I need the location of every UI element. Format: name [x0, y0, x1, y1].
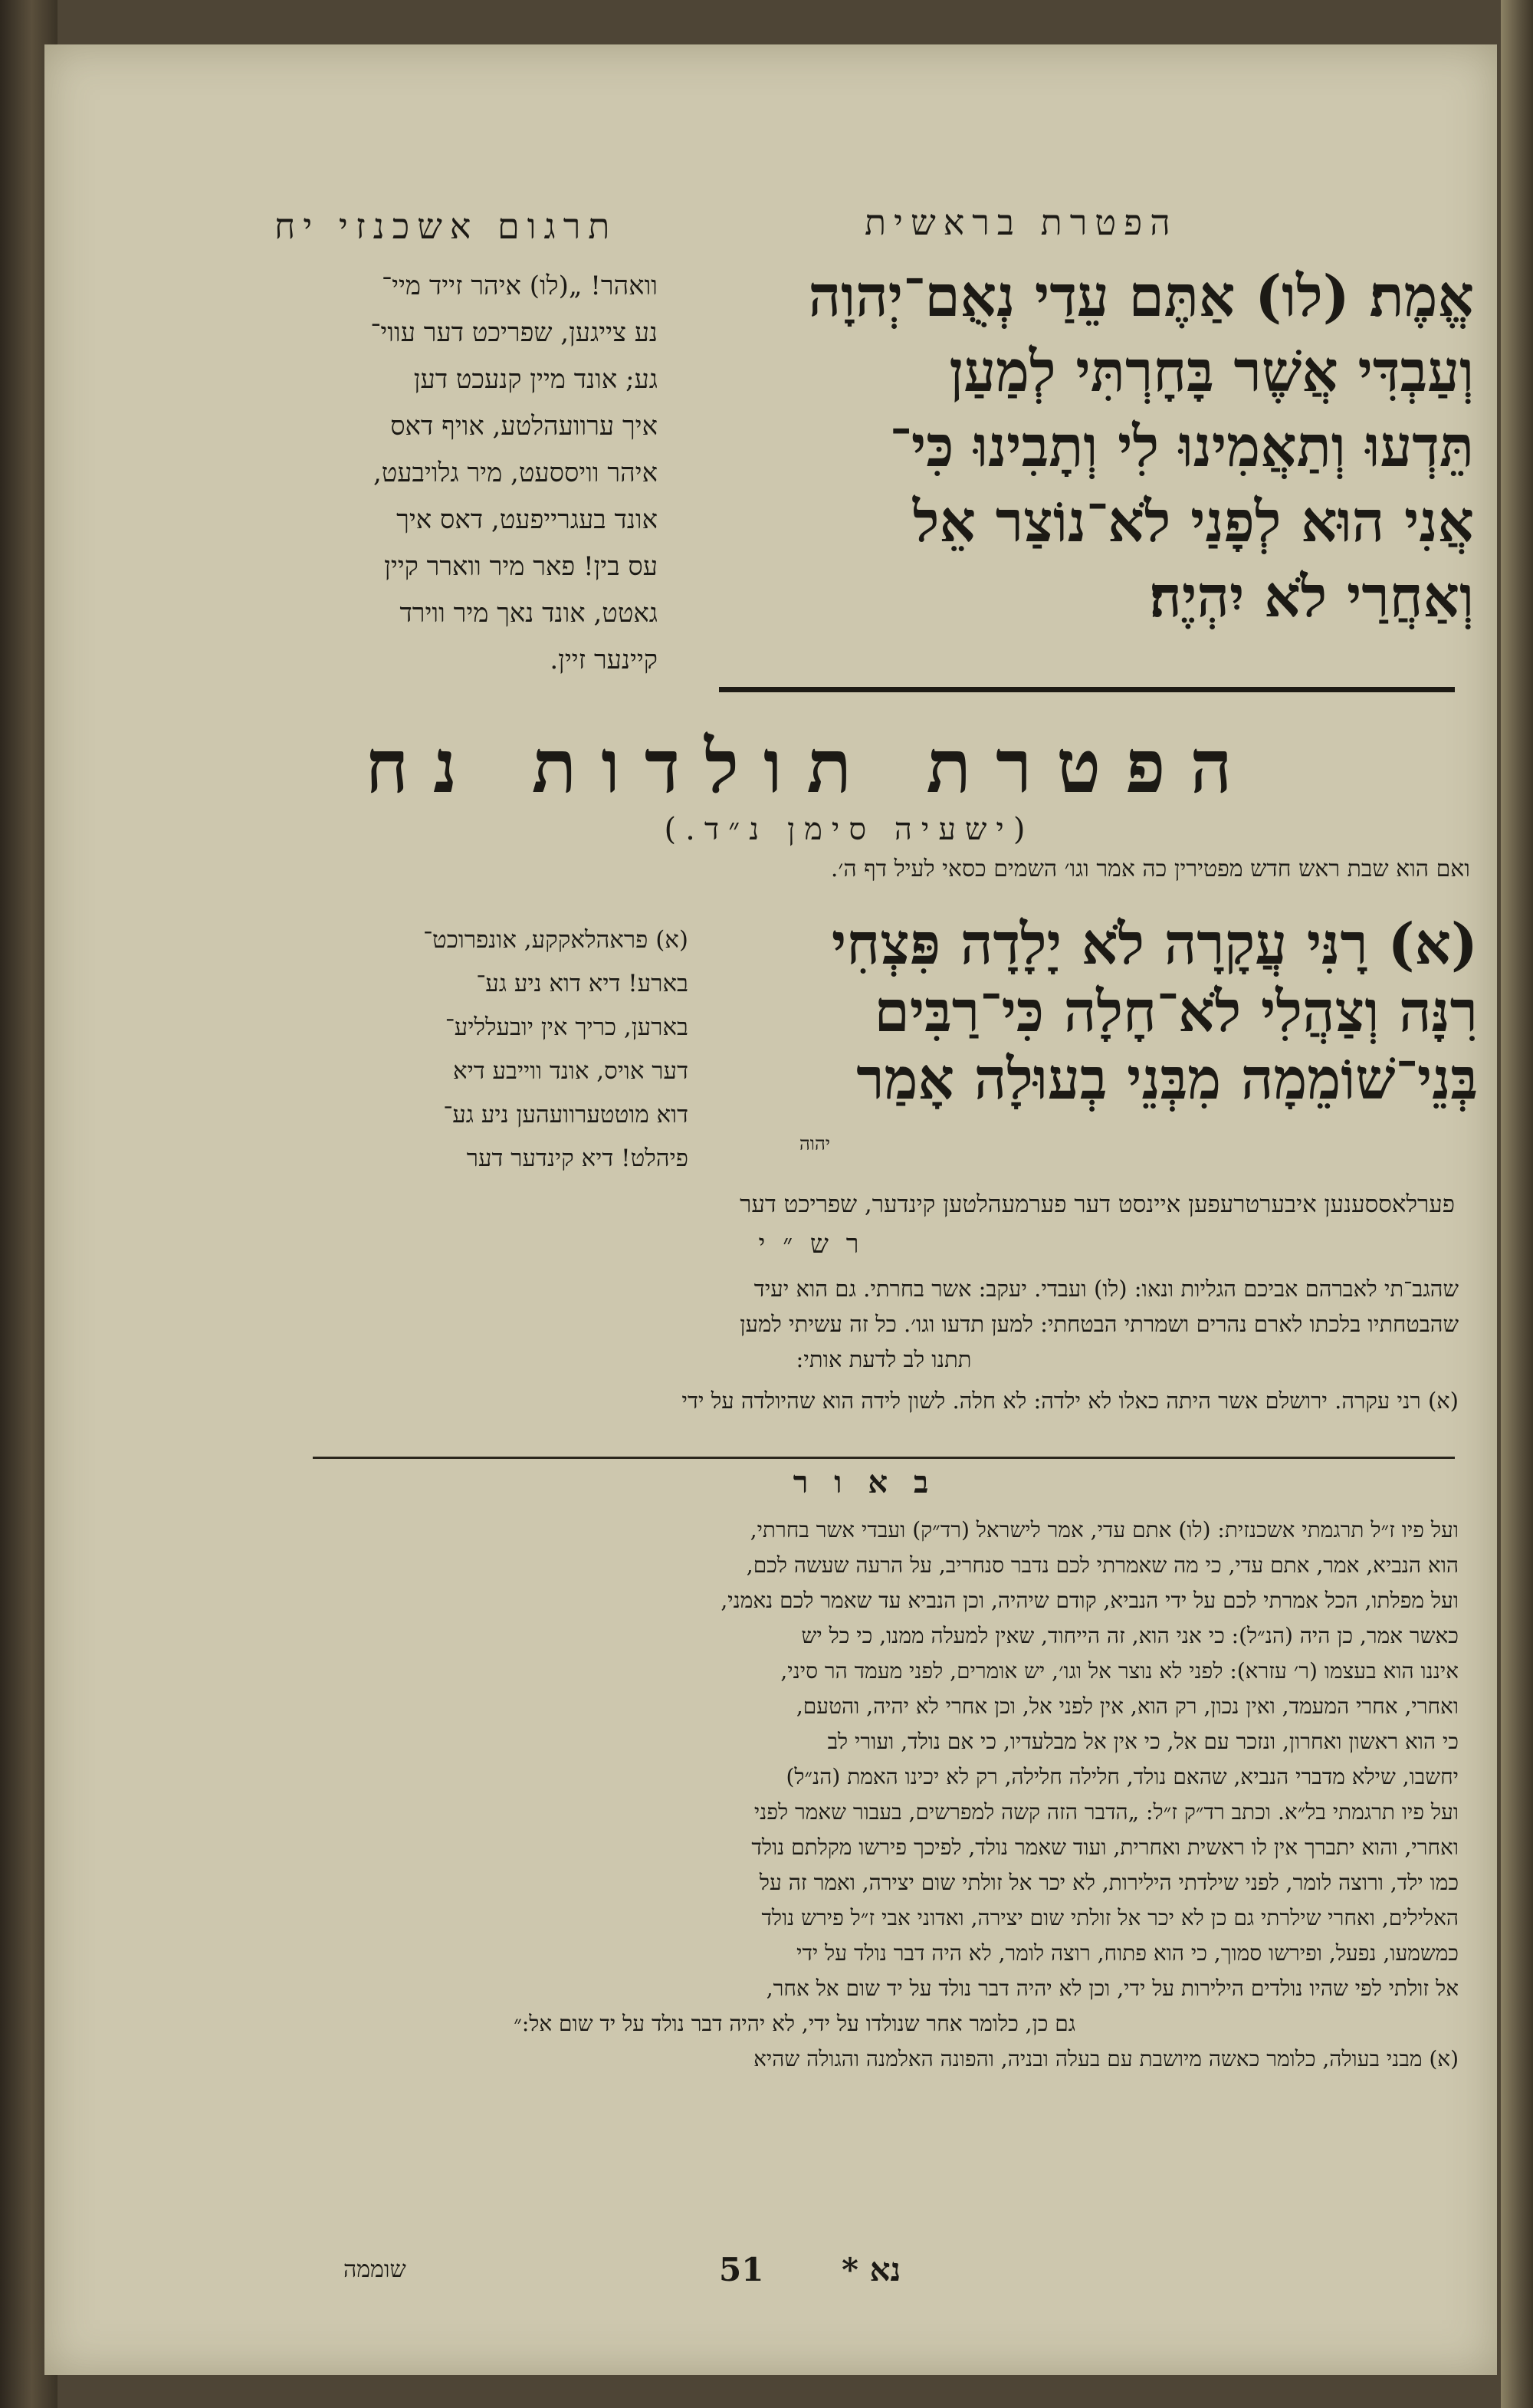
- verse-line: (א) רָנִּי עֲקָרָה לֹא יָלָדָה פִּצְחִי: [831, 912, 1478, 977]
- translation-line: עס בין! פאר מיר ווארר קיין: [384, 551, 658, 582]
- section-title: הפטרת תולדות נח: [365, 723, 1257, 810]
- translation-line: איהר וויססעט, מיר גלויבעט,: [373, 458, 658, 488]
- rashi-line: תתנו לב לדעת אותי:: [796, 1346, 972, 1372]
- biur-line: כי הוא ראשון ואחרון, ונזכר עם אל, כי אין אל מבלעדיו, כי אם נולד, ועורי לב: [827, 1729, 1459, 1754]
- biur-line: איננו הוא בעצמו (ר׳ עזרא): לפני לא נוצר אל וגו׳, יש אומרים, לפני מעמד הר סיני,: [780, 1658, 1459, 1684]
- header-haftarah: הפטרת בראשית: [865, 202, 1178, 243]
- section-divider: [719, 687, 1455, 692]
- biur-line: אל זולתי לפי שהיו נולדים הילירות על ידי, וכן לא יהיה דבר נולד על יד שום אל אחר,: [766, 1976, 1459, 2001]
- verse-line: בְּנֵי־שׁוֹמֵמָה מִבְּנֵי בְעוּלָה אָמַר: [856, 1046, 1478, 1112]
- book-page: [44, 44, 1497, 2375]
- section-subtitle: (ישעיה סימן נ״ד.): [664, 812, 1035, 847]
- rashi-line: שהבטחתיו בלכתו לארם נהרים ושמרתי הבטחתי: למען תדעו וגו׳. כל זה עשיתי למען: [740, 1311, 1459, 1337]
- biur-line: ועל פיו ז״ל תרגמתי אשכנזית: (לו) אתם עדי, אמר לישראל (רד״ק) ועבדי אשר בחרתי,: [750, 1517, 1459, 1542]
- translation-line: דוא מוטטערוועהען ניע גע־: [443, 1101, 688, 1128]
- reading-note: ואם הוא שבת ראש חדש מפטירין כה אמר וגו׳ השמים כסאי לעיל דף ה׳.: [830, 856, 1470, 882]
- biur-line: ואחרי, והוא יתברך אין לו ראשית ואחרית, ועוד שאמר נולד, לפיכך פירשו מקלתם נולד: [751, 1835, 1459, 1860]
- translation-column-1: [274, 263, 658, 684]
- biur-heading: ב א ו ר: [793, 1464, 937, 1500]
- translation-line: בארען, כריך אין יובעלליע־: [445, 1013, 688, 1041]
- translation-column-2: [305, 918, 688, 1181]
- translation-line: בארע! דיא דוא ניע גע־: [476, 970, 688, 997]
- translation-line: אונד בעגרייפעט, דאס איך: [396, 504, 658, 535]
- translation-line: נע צייגען, שפריכט דער עווי־: [370, 317, 658, 348]
- verse-line: אֲנִי הוּא לְפָנַי לֹא־נוֹצַר אֵל: [912, 489, 1474, 555]
- page-number: 51: [719, 2251, 764, 2288]
- biur-line: גם כן, כלומר אחר שנולדו על ידי, לא יהיה דבר נולד על יד שום אל:״: [514, 2011, 1075, 2036]
- verse-line: תֵּדְעוּ וְתַאֲמִינוּ לִי וְתָבִינוּ כִּי־: [889, 414, 1474, 480]
- biur-line: ועל פיו תרגמתי בל״א. וכתב רד״ק ז״ל: „הדבר הזה קשה למפרשים, בעבור שאמר לפני: [753, 1799, 1459, 1825]
- facing-page-edge: [1501, 0, 1533, 2408]
- biur-line: ועל מפלתו, הכל אמרתי לכם על ידי הנביא, קודם שיהיה, וכן הנביא עד שאמר לכם נאמני,: [721, 1588, 1459, 1613]
- biur-line: האלילים, ואחרי שילרתי גם כן לא יכר אל זולתי שום יצירה, ואדוני אבי ז״ל פירש נולד: [761, 1905, 1459, 1930]
- biur-line: כמו ילד, ורוצה לומר, לפני שילדתי הילירות, לא יכר אל זולתי שום יצירה, ואמר זה על: [759, 1870, 1459, 1895]
- rashi-heading: ר ש ״ י: [758, 1229, 864, 1260]
- translation-line: איך ערוועהלטע, אויף דאס: [390, 411, 658, 442]
- verse-line: אֱמֶת׃ (לו) אַתֶּם עֵדַי נְאֻם־יְהוָה: [808, 264, 1474, 330]
- divine-name: יהוה: [799, 1133, 831, 1155]
- biur-line: ואחרי, אחרי המעמד, ואין נכון, רק הוא, אין לפני אל, וכן אחרי לא יהיה, והטעם,: [796, 1693, 1459, 1719]
- biur-commentary: [309, 1513, 1459, 2077]
- rashi-line: (א) רני עקרה. ירושלם אשר היתה כאלו לא ילדה: לא חלה. לשון לידה הוא שהיולדה על ידי: [681, 1388, 1459, 1414]
- biur-line: (א) מבני בעולה, כלומר כאשה מיושבת עם בעלה ובניה, והפונה האלמנה והגולה שהיא: [753, 2046, 1459, 2071]
- translation-line: וואהר! „(לו) איהר זייד מיי־: [382, 271, 658, 301]
- translation-full-line: פערלאססענען איבערטרעפען איינסט דער פערמעהלטען קינדער, שפריכט דער: [740, 1191, 1455, 1218]
- rashi-commentary: [309, 1271, 1459, 1418]
- translation-line: קיינער זיין.: [550, 645, 658, 675]
- header-translation: תרגום אשכנזי יח: [274, 205, 618, 247]
- signature-mark: נא *: [842, 2251, 901, 2288]
- translation-line: פיהלט! דיא קינדער דער: [466, 1145, 688, 1172]
- biur-line: כמשמעו, נפעל, ופירשו סמוך, כי הוא פתוח, רוצה לומר, לא היה דבר נולד על ידי: [796, 1940, 1459, 1966]
- verse-block-1: [700, 259, 1474, 635]
- biur-line: יחשבו, שילא מדברי הנביא, שהאם נולד, חלילה חלילה, רק לא יכינו האמת (הנ״ל): [786, 1764, 1459, 1789]
- translation-line: דער אויס, אונד ווייבע דיא: [452, 1057, 688, 1085]
- translation-line: גאטט, אונד נאך מיר ווירד: [399, 598, 658, 629]
- catchword: שוממה: [343, 2256, 406, 2283]
- verse-line: וְעַבְדִּי אֲשֶׁר בָּחָרְתִּי לְמַעַן: [949, 339, 1474, 405]
- verse-block-2: [727, 911, 1478, 1113]
- translation-line: (א) פראהלאקקע, אונפרוכט־: [423, 926, 688, 954]
- verse-line: וְאַחֲרַי לֹא יִהְיֶה׃: [1149, 564, 1474, 630]
- biur-line: כאשר אמר, כן היה (הנ״ל): כי אני הוא, זה הייחוד, שאין למעלה ממנו, כי כל יש: [801, 1623, 1459, 1648]
- commentary-divider: [313, 1457, 1455, 1459]
- translation-line: גע; אונד מיין קנעכט דען: [413, 364, 658, 395]
- rashi-line: שהגב־תי לאברהם אביכם הגליות ונאו: (לו) ועבדי. יעקב: אשר בחרתי. גם הוא יעיד: [753, 1276, 1459, 1302]
- biur-line: הוא הנביא, אמר, אתם עדי, כי מה שאמרתי לכם נדבר סנחריב, על הרעה שעשה לכם,: [746, 1552, 1459, 1578]
- verse-line: רִנָּה וְצַהֲלִי לֹא־חָלָה כִּי־רַבִּים: [874, 979, 1478, 1045]
